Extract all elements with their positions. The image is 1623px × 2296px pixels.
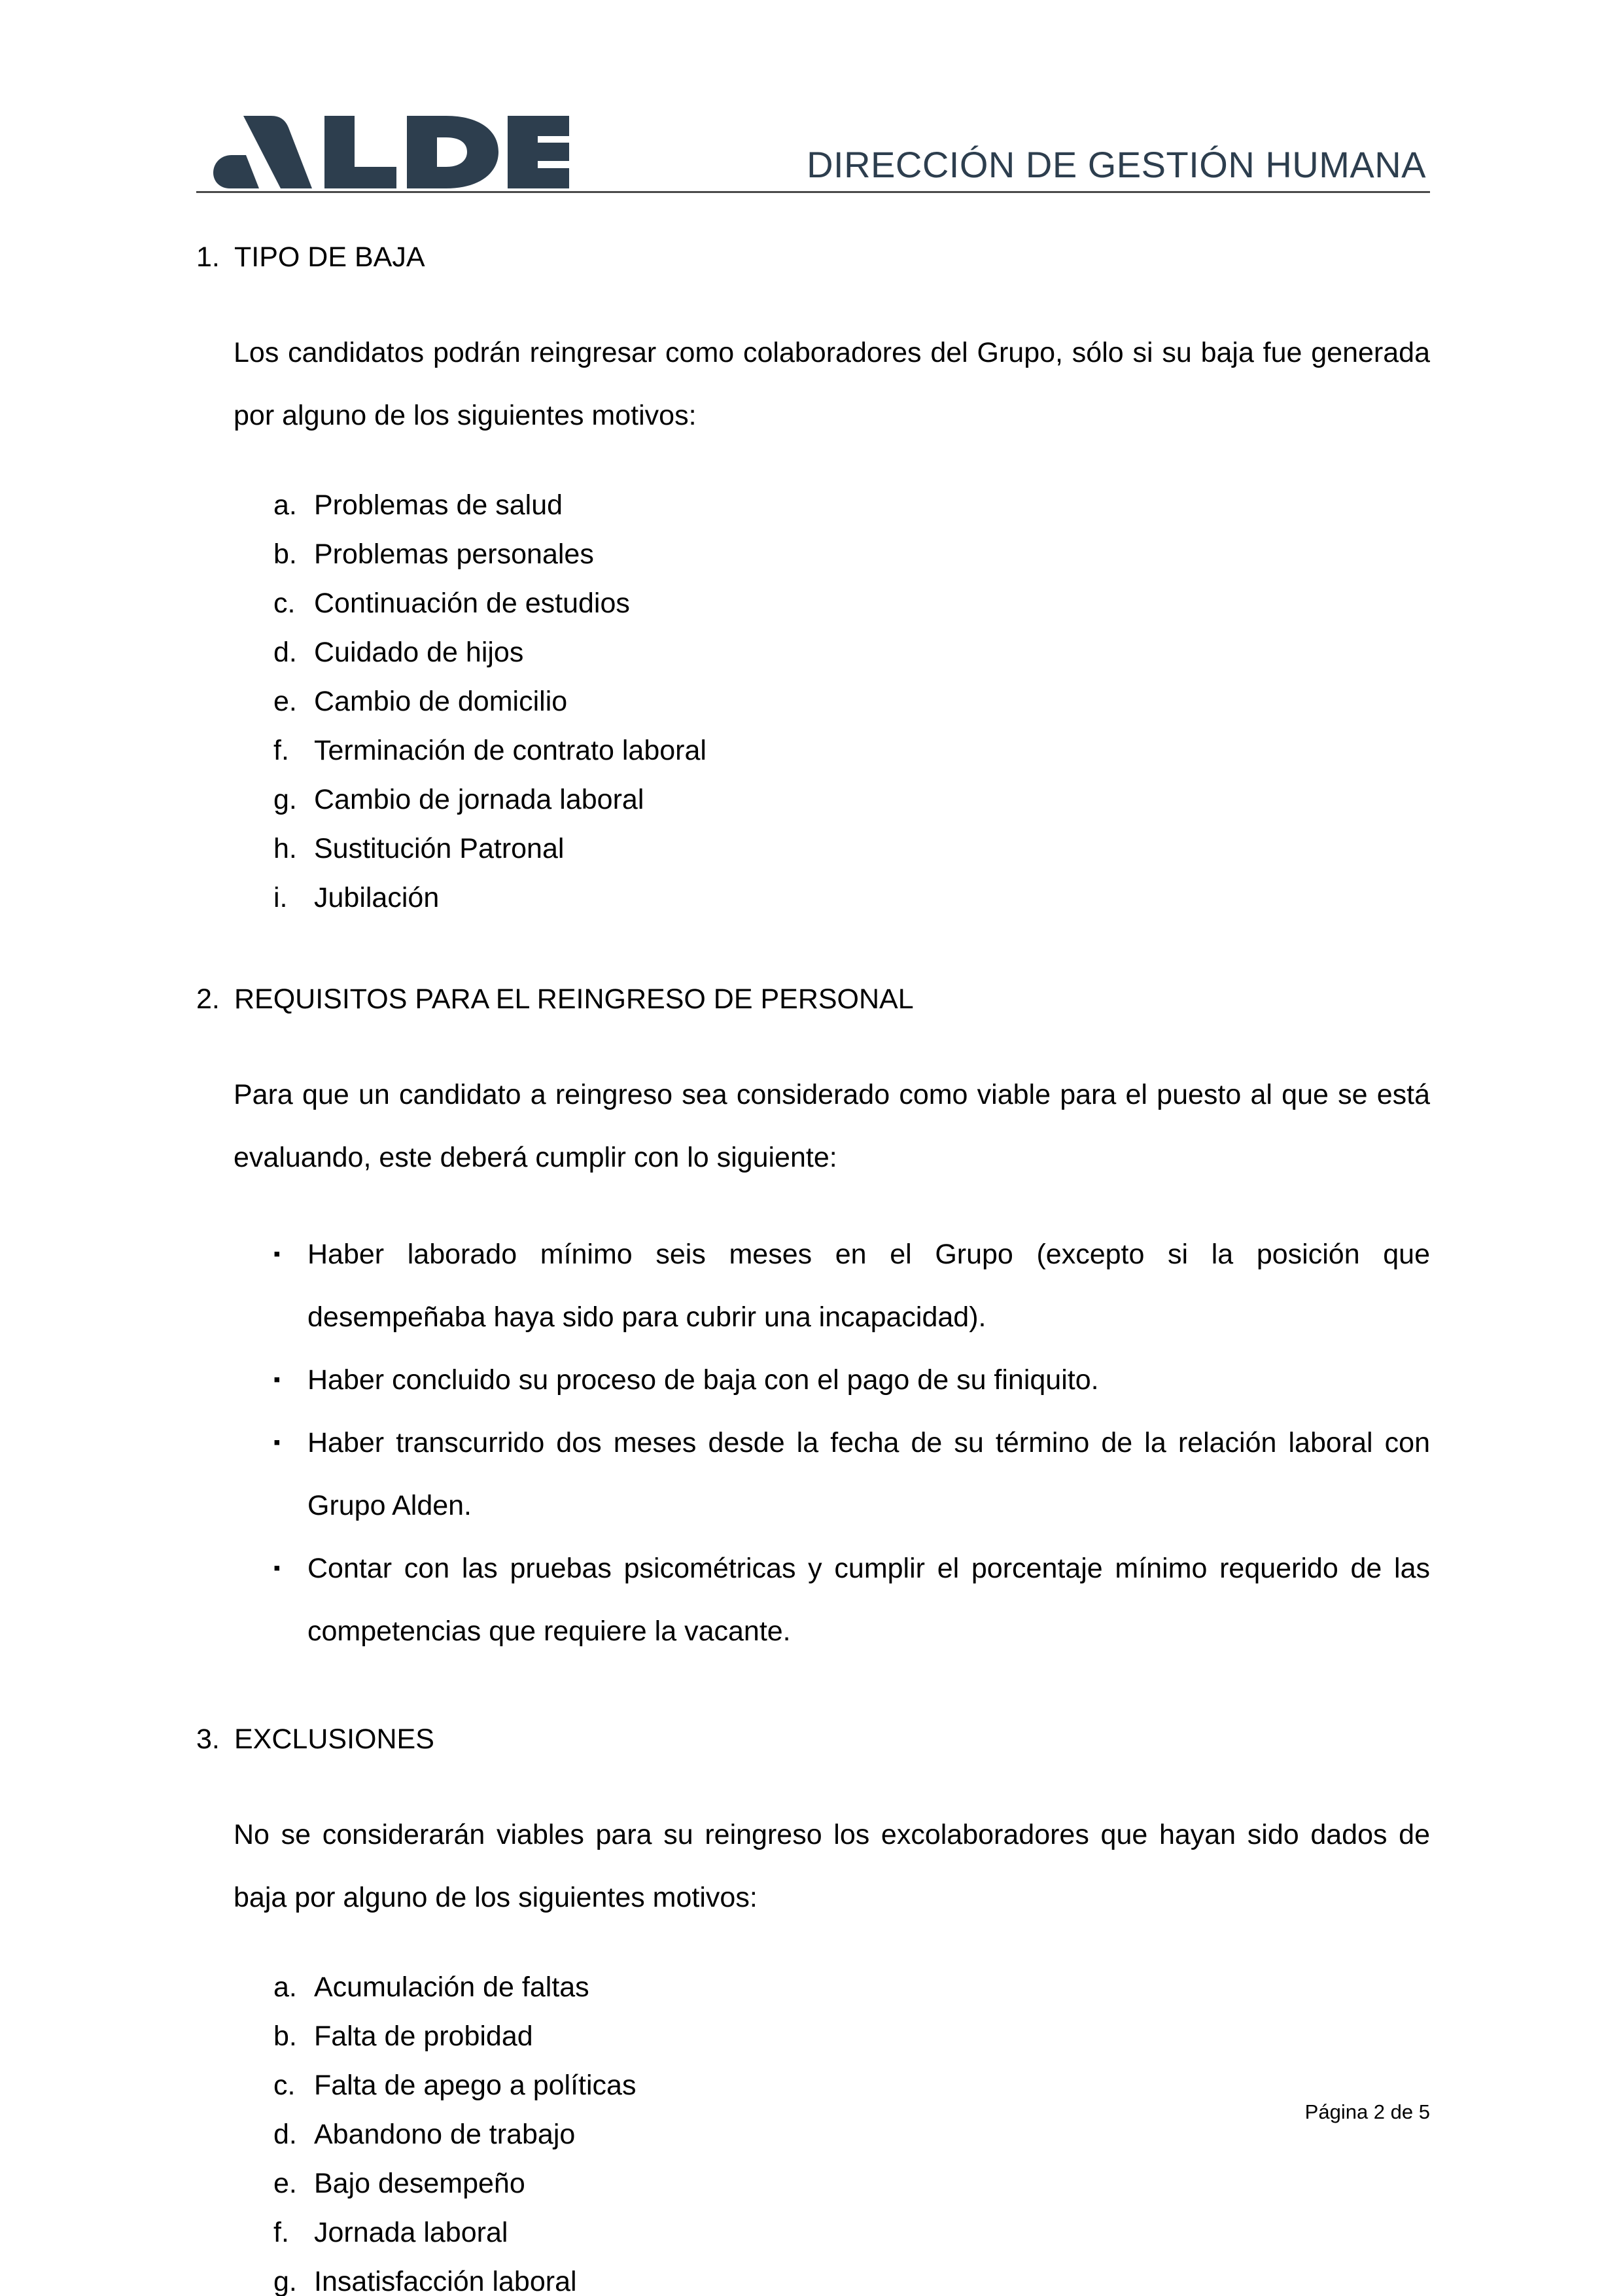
square-bullet-icon: ▪ [273,1432,281,1453]
list-marker: h. [273,833,297,864]
page-header [196,98,1430,203]
section-heading-3 [196,1725,1430,1754]
list-marker: a. [273,1971,297,2003]
list-item-text: Problemas de salud [314,489,563,521]
list-marker: f. [273,2217,289,2248]
list-item-text: Haber concluido su proceso de baja con el pago de su finiquito. [307,1364,1099,1396]
section-2-list [196,1223,1430,1663]
list-item-text: Terminación de contrato laboral [314,735,707,766]
list-item-text: Haber laborado mínimo seis meses en el Grupo (excepto si la posición que desempeñaba haya sido para cubrir una incapacidad). [307,1239,1430,1333]
section-number-3: 3. [196,1723,220,1755]
header-title: DIRECCIÓN DE GESTIÓN HUMANA [807,144,1426,185]
alden-logo [203,115,569,190]
list-marker: b. [273,2021,297,2052]
section-heading-1 [196,243,1430,272]
square-bullet-icon: ▪ [273,1557,281,1579]
list-item-text: Jubilación [314,882,440,913]
list-marker: b. [273,539,297,570]
section-paragraph-2: Para que un candidato a reingreso sea considerado como viable para el puesto al que se está evaluando, este deberá cumplir con lo siguiente: [234,1079,1430,1173]
list-item [273,1223,1430,1349]
list-item-text: Bajo desempeño [314,2168,525,2199]
section-title-3: EXCLUSIONES [234,1723,434,1755]
section-number-1: 1. [196,241,220,273]
list-item-text: Acumulación de faltas [314,1971,589,2003]
list-item [273,874,1430,923]
list-item [273,1963,1430,2012]
list-item [273,2012,1430,2061]
list-marker: g. [273,784,297,815]
list-item [273,530,1430,579]
alden-logo-icon [203,115,569,190]
list-marker: f. [273,735,289,766]
list-item [273,1349,1430,1411]
list-marker: e. [273,686,297,717]
list-item-text: Sustitución Patronal [314,833,565,864]
section-paragraph-1: Los candidatos podrán reingresar como colaboradores del Grupo, sólo si su baja fue generada por alguno de los siguientes motivos: [234,337,1430,431]
list-marker: d. [273,637,297,668]
list-item [273,775,1430,824]
list-marker: g. [273,2266,297,2296]
list-item-text: Insatisfacción laboral [314,2266,577,2296]
list-marker: c. [273,588,296,619]
section-3-list [196,1963,1430,2296]
list-marker: c. [273,2070,296,2101]
list-item-text: Haber transcurrido dos meses desde la fecha de su término de la relación laboral con Grupo Alden. [307,1427,1430,1521]
list-item-text: Problemas personales [314,539,594,570]
list-item-text: Cambio de jornada laboral [314,784,644,815]
list-item-text: Continuación de estudios [314,588,630,619]
list-item-text: Cuidado de hijos [314,637,524,668]
section-title-1: TIPO DE BAJA [234,241,425,273]
list-marker: a. [273,489,297,521]
list-item-text: Falta de probidad [314,2021,533,2052]
section-heading-2 [196,985,1430,1014]
list-item [273,824,1430,874]
list-item [273,1537,1430,1663]
square-bullet-icon: ▪ [273,1243,281,1265]
list-marker: d. [273,2119,297,2150]
page-footer [196,2100,1430,2124]
list-item [273,726,1430,775]
page-number-label: Página 2 de 5 [1304,2100,1430,2123]
list-item-text: Cambio de domicilio [314,686,568,717]
section-1-list [196,481,1430,923]
document-content [196,243,1430,2296]
section-number-2: 2. [196,983,220,1015]
section-paragraph-3: No se considerarán viables para su reingreso los excolaboradores que hayan sido dados de baja por alguno de los siguientes motivos: [234,1819,1430,1913]
section-title-2: REQUISITOS PARA EL REINGRESO DE PERSONAL [234,983,914,1015]
list-item [273,579,1430,628]
list-item-text: Contar con las pruebas psicométricas y cumplir el porcentaje mínimo requerido de las competencias que requiere la vacante. [307,1553,1430,1647]
list-item [273,1411,1430,1537]
header-divider [196,191,1430,193]
square-bullet-icon: ▪ [273,1369,281,1390]
list-item [273,2208,1430,2257]
list-item [273,2159,1430,2208]
list-item [273,677,1430,726]
list-marker: e. [273,2168,297,2199]
list-item-text: Falta de apego a políticas [314,2070,637,2101]
list-item [273,628,1430,677]
list-item [273,481,1430,530]
list-item-text: Abandono de trabajo [314,2119,576,2150]
list-item [273,2257,1430,2296]
list-item-text: Jornada laboral [314,2217,508,2248]
list-marker: i. [273,882,288,913]
